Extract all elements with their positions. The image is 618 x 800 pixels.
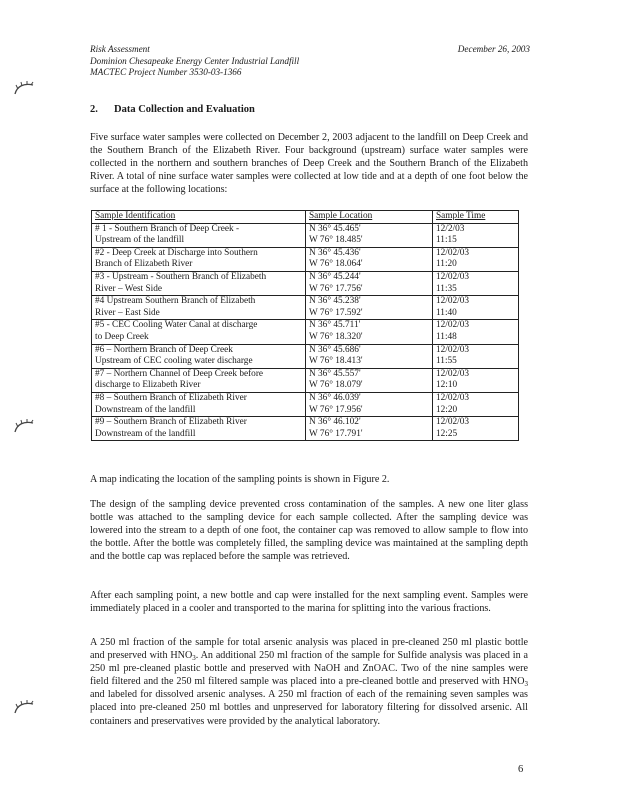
sample-location-cell: N 36° 45.557' W 76° 18.079' bbox=[306, 368, 433, 392]
sample-location-cell: N 36° 45.711' W 76° 18.320' bbox=[306, 320, 433, 344]
header-line-3: MACTEC Project Number 3530-03-1366 bbox=[90, 67, 242, 77]
table-row bbox=[92, 296, 519, 320]
header-line-2: Dominion Chesapeake Energy Center Industrial Landfill bbox=[90, 55, 300, 66]
punch-hole-mark-icon bbox=[12, 699, 36, 715]
sample-id-cell: #4 Upstream Southern Branch of Elizabeth River – East Side bbox=[92, 296, 306, 320]
sample-id-cell: # 1 - Southern Branch of Deep Creek - Upstream of the landfill bbox=[92, 223, 306, 247]
section-heading bbox=[90, 104, 255, 115]
sample-id-cell: #5 - CEC Cooling Water Canal at discharge to Deep Creek bbox=[92, 320, 306, 344]
section-title: Data Collection and Evaluation bbox=[114, 104, 255, 115]
sample-location-cell: N 36° 45.686' W 76° 18.413' bbox=[306, 344, 433, 368]
sample-id-cell: #2 - Deep Creek at Discharge into Southern Branch of Elizabeth River bbox=[92, 247, 306, 271]
sample-time-cell: 12/02/03 11:55 bbox=[433, 344, 519, 368]
sample-locations-table bbox=[91, 210, 519, 441]
page-header bbox=[90, 44, 530, 79]
sample-time-cell: 12/02/03 11:48 bbox=[433, 320, 519, 344]
intro-paragraph: Five surface water samples were collected on December 2, 2003 adjacent to the landfill on Deep Creek and the Southern Branch of the Elizabeth River. Four background (upstream) surface water samples were collected in the northern and southern branches of Deep Creek and the Southern Branch of the Elizabeth River. A total of nine surface water samples were collected at low tide and at a depth of one foot below the surface at the following locations: bbox=[90, 132, 528, 196]
sample-location-cell: N 36° 46.039' W 76° 17.956' bbox=[306, 392, 433, 416]
sample-time-cell: 12/02/03 11:40 bbox=[433, 296, 519, 320]
column-header: Sample Identification bbox=[92, 211, 306, 224]
sample-location-cell: N 36° 45.238' W 76° 17.592' bbox=[306, 296, 433, 320]
sample-location-cell: N 36° 45.244' W 76° 17.756' bbox=[306, 271, 433, 295]
table-row bbox=[92, 320, 519, 344]
sample-id-cell: #9 – Southern Branch of Elizabeth River Downstream of the landfill bbox=[92, 417, 306, 441]
sample-time-cell: 12/2/03 11:15 bbox=[433, 223, 519, 247]
sample-time-cell: 12/02/03 12:10 bbox=[433, 368, 519, 392]
column-header: Sample Time bbox=[433, 211, 519, 224]
page-number: 6 bbox=[518, 764, 524, 775]
map-reference-paragraph: A map indicating the location of the sampling points is shown in Figure 2. bbox=[90, 474, 390, 485]
sample-location-cell: N 36° 46.102' W 76° 17.791' bbox=[306, 417, 433, 441]
punch-hole-mark-icon bbox=[12, 418, 36, 434]
table-header-row bbox=[92, 211, 519, 224]
sample-location-cell: N 36° 45.436' W 76° 18.064' bbox=[306, 247, 433, 271]
table-row bbox=[92, 344, 519, 368]
sample-time-cell: 12/02/03 11:35 bbox=[433, 271, 519, 295]
sample-time-cell: 12/02/03 12:20 bbox=[433, 392, 519, 416]
table-row bbox=[92, 368, 519, 392]
section-number: 2. bbox=[90, 104, 98, 115]
sample-id-cell: #6 – Northern Branch of Deep Creek Upstream of CEC cooling water discharge bbox=[92, 344, 306, 368]
sample-id-cell: #3 - Upstream - Southern Branch of Elizabeth River – West Side bbox=[92, 271, 306, 295]
sample-id-cell: #8 – Southern Branch of Elizabeth River Downstream of the landfill bbox=[92, 392, 306, 416]
sampling-device-paragraph: The design of the sampling device prevented cross contamination of the samples. A new one liter glass bottle was attached to the sampling device for each sample collected. After the sampling device was lowered into the stream to a depth of one foot, the container cap was removed to allow sample to flow into the bottle. After the bottle was completely filled, the sampling device was maintained at the sampling depth and the bottle cap was replaced before the sample was retrieved. bbox=[90, 499, 528, 563]
column-header: Sample Location bbox=[306, 211, 433, 224]
header-line-1: Risk Assessment bbox=[90, 44, 150, 54]
sample-handling-paragraph: After each sampling point, a new bottle and cap were installed for the next sampling event. Samples were immediately placed in a cooler and transported to the marina for splitting into the various fractions. bbox=[90, 590, 528, 615]
table-row bbox=[92, 223, 519, 247]
sample-time-cell: 12/02/03 11:20 bbox=[433, 247, 519, 271]
sample-time-cell: 12/02/03 12:25 bbox=[433, 417, 519, 441]
table-row bbox=[92, 417, 519, 441]
sample-location-cell: N 36° 45.465' W 76° 18.485' bbox=[306, 223, 433, 247]
table-row bbox=[92, 247, 519, 271]
punch-hole-mark-icon bbox=[12, 80, 36, 96]
header-date: December 26, 2003 bbox=[457, 44, 530, 54]
table-row bbox=[92, 392, 519, 416]
table-row bbox=[92, 271, 519, 295]
sample-fractions-paragraph: A 250 ml fraction of the sample for total arsenic analysis was placed in pre-cleaned 250 ml plastic bottle and preserved with $HNO_3$. An additional 250 ml fraction of the sample for Sulfide analysis was placed in a 250 ml pre-cleaned plastic bottle and preserved with NaOH and ZnOAC. Two of the nine samples were field filtered and the 250 ml filtered sample was placed into a pre-cleaned bottle and preserved with $HNO_3$ and labeled for dissolved arsenic analyses. A 250 ml fraction of each of the remaining seven samples was placed into pre-cleaned 250 ml bottles and unpreserved for laboratory filtering for dissolved arsenic. All containers and preservatives were provided by the analytical laboratory. bbox=[90, 637, 528, 727]
sample-id-cell: #7 – Northern Channel of Deep Creek before discharge to Elizabeth River bbox=[92, 368, 306, 392]
